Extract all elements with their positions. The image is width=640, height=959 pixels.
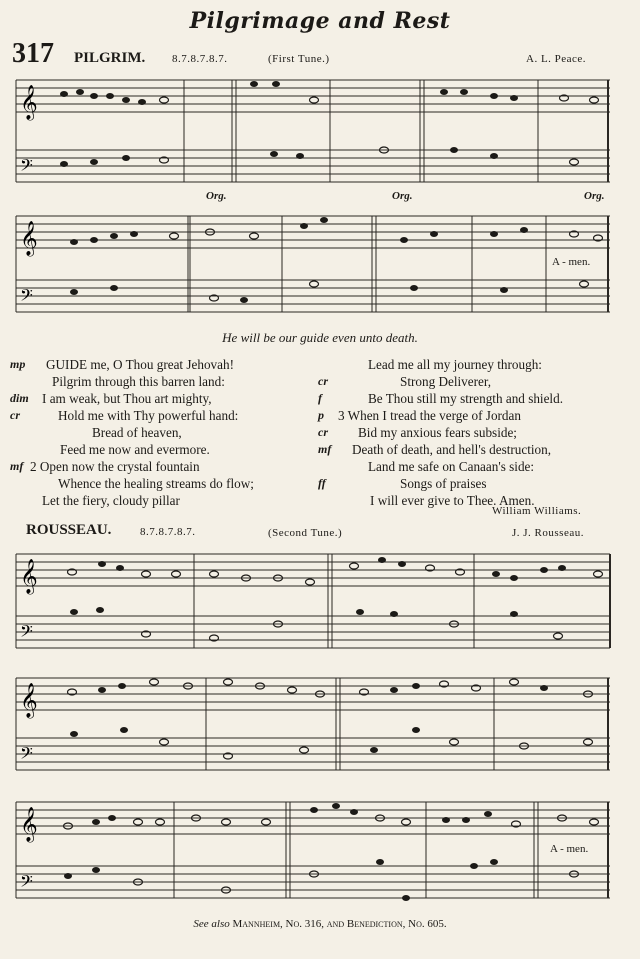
treble-clef-icon: 𝄞	[20, 221, 38, 256]
org-mark-1: Org.	[206, 190, 227, 202]
music-staff-rousseau-3	[14, 790, 614, 912]
music-system-rousseau-2	[14, 666, 614, 786]
first-tune-composer: A. L. Peace.	[526, 53, 587, 65]
barlines	[184, 80, 608, 182]
footer-text: Mannheim, No. 316, and Benediction, No. 605.	[232, 918, 447, 930]
treble-staff	[16, 80, 610, 112]
verses-left	[10, 356, 310, 509]
verse-line: f Be Thou still my strength and shield.	[318, 391, 563, 406]
org-mark-2: Org.	[392, 190, 413, 202]
verse-line: Lead me all my journey through:	[368, 357, 542, 372]
amen-label-1: A - men.	[552, 256, 591, 268]
bass-clef-icon: 𝄢	[20, 871, 33, 895]
hymn-number: 317	[12, 38, 54, 69]
footer-prefix: See also	[193, 918, 230, 930]
first-tune-meter: 8.7.8.7.8.7.	[172, 53, 228, 65]
verse-line: Bread of heaven,	[92, 425, 182, 440]
verse-line: p 3 When I tread the verge of Jordan	[318, 408, 521, 423]
org-mark-3: Org.	[584, 190, 605, 202]
verse-line: dim I am weak, but Thou art mighty,	[10, 391, 212, 406]
bass-staff	[16, 150, 610, 182]
first-tune-name: PILGRIM.	[74, 50, 146, 66]
verse-line: Feed me now and evermore.	[60, 442, 210, 457]
second-tune-label: (Second Tune.)	[268, 527, 343, 539]
amen-label-2: A - men.	[550, 843, 589, 855]
page-title: Pilgrimage and Rest	[189, 8, 451, 34]
music-system-rousseau-3	[14, 790, 614, 912]
second-tune-composer: J. J. Rousseau.	[512, 527, 584, 539]
verses-right	[318, 356, 638, 509]
verse-line: cr Bid my anxious fears subside;	[318, 425, 517, 440]
music-system-rousseau-1	[14, 544, 614, 664]
bass-clef-icon: 𝄢	[20, 155, 33, 179]
verse-author: William Williams.	[492, 505, 582, 517]
second-tune-meter: 8.7.8.7.8.7.	[140, 526, 196, 538]
treble-clef-icon: 𝄞	[20, 85, 38, 120]
verse-line: mp GUIDE me, O Thou great Jehovah!	[10, 357, 234, 372]
bass-clef-icon: 𝄢	[20, 743, 33, 767]
bass-clef-icon: 𝄢	[20, 285, 33, 309]
music-staff-rousseau-1	[14, 544, 614, 664]
music-system-pilgrim-2	[14, 204, 614, 328]
verse-line: I will ever give to Thee. Amen.	[370, 493, 535, 508]
second-tune-name: ROUSSEAU.	[26, 522, 112, 538]
treble-clef-icon: 𝄞	[20, 807, 38, 842]
music-staff-pilgrim-1	[14, 70, 614, 200]
footer-reference	[0, 918, 640, 930]
motto: He will be our guide even unto death.	[222, 330, 418, 345]
verse-line: Pilgrim through this barren land:	[52, 374, 225, 389]
music-staff-rousseau-2	[14, 666, 614, 786]
music-staff-pilgrim-2	[14, 204, 614, 328]
notes	[60, 81, 599, 167]
music-system-pilgrim-1	[14, 70, 614, 200]
verse-line: mf 2 Open now the crystal fountain	[10, 459, 200, 474]
treble-clef-icon: 𝄞	[20, 559, 38, 594]
verse-line: cr Hold me with Thy powerful hand:	[10, 408, 239, 423]
verse-line: Land me safe on Canaan's side:	[368, 459, 535, 474]
bass-clef-icon: 𝄢	[20, 621, 33, 645]
treble-clef-icon: 𝄞	[20, 683, 38, 718]
verse-line: ff Songs of praises	[318, 476, 487, 491]
verse-line: Whence the healing streams do flow;	[58, 476, 254, 491]
verse-line: Let the fiery, cloudy pillar	[42, 493, 180, 508]
verse-line: mf Death of death, and hell's destruction,	[318, 442, 552, 457]
first-tune-label: (First Tune.)	[268, 53, 330, 65]
verse-line: cr Strong Deliverer,	[318, 374, 492, 389]
